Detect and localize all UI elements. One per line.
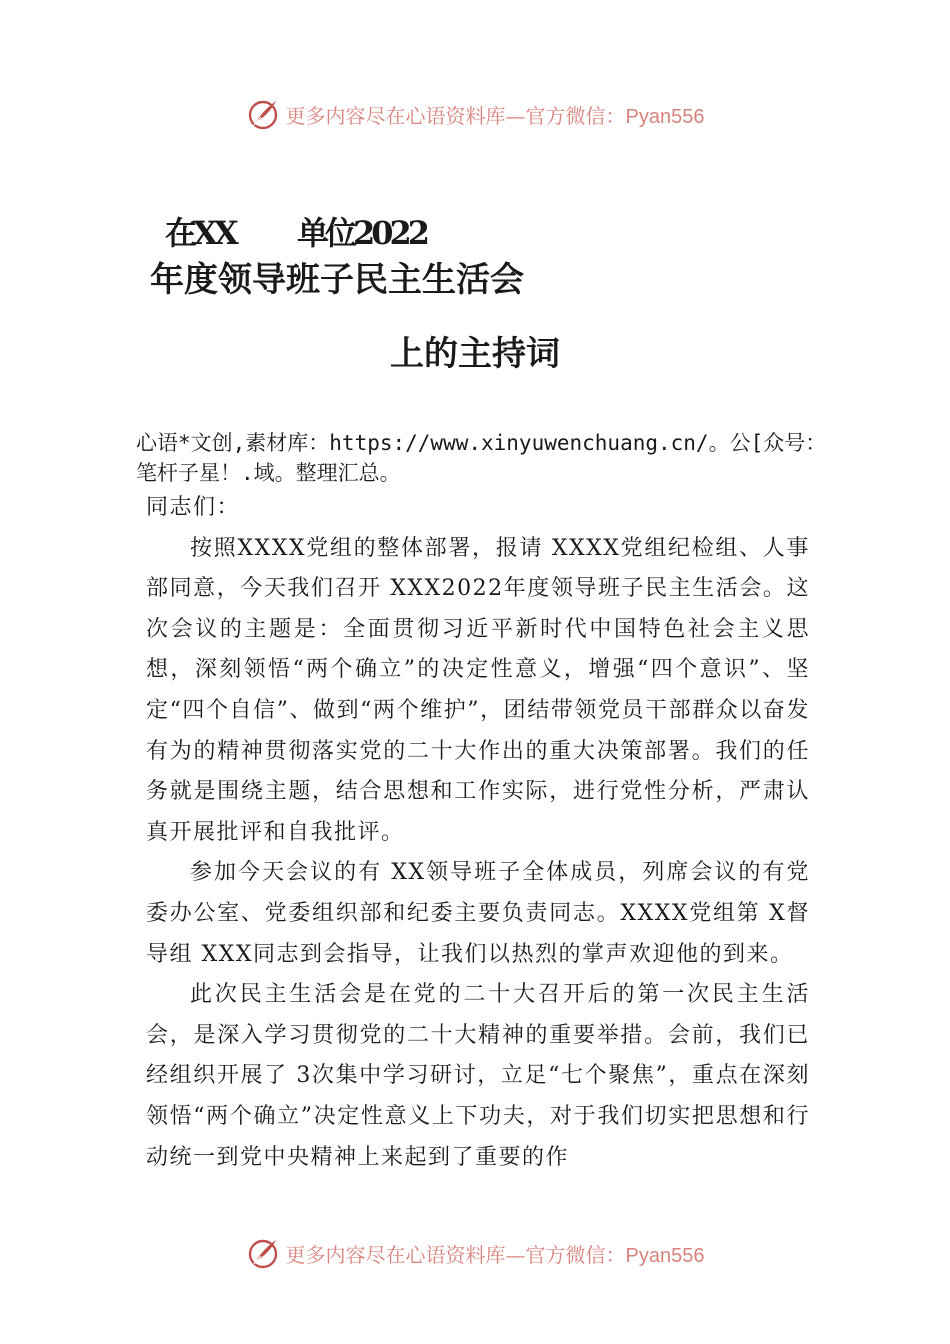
footer-banner <box>0 1233 950 1273</box>
banner-text: 更多内容尽在心语资料库—官方微信：Pyan556 <box>285 1242 705 1267</box>
banner-text: 更多内容尽在心语资料库—官方微信：Pyan556 <box>285 103 705 128</box>
paragraph: 此次民主生活会是在党的二十大召开后的第一次民主生活会，是深入学习贯彻党的二十大精神的重要举措。会前，我们已经组织开展了 3次集中学习研讨，立足“七个聚焦”，重点在深刻领悟“两个确立”决定性意义上下功夫，对于我们切实把思想和行动统一到党中央精神上来起到了重要的作 <box>146 982 810 1170</box>
banner-content <box>246 1236 705 1270</box>
paragraph: 参加今天会议的有 XX领导班子全体成员，列席会议的有党委办公室、党委组织部和纪委主要负责同志。XXXX党组第 X督导组 XXX同志到会指导，让我们以热烈的掌声欢迎他的到来。 <box>146 860 810 967</box>
title-sub: 上的主持词 <box>390 334 560 374</box>
header-banner <box>0 94 950 134</box>
title-line-1 <box>165 208 665 252</box>
banner-wechat-id: Pyan556 <box>625 105 705 128</box>
title-unit-year: 单位2022 <box>297 214 427 252</box>
document-body <box>146 488 810 1178</box>
source-line: 心语*文创,素材库：https://www.xinyuwenchuang.cn/。公[众号：笔杆子星！.域。整理汇总。 <box>136 431 827 485</box>
banner-wechat-id: Pyan556 <box>625 1244 705 1267</box>
salutation: 同志们： <box>146 495 241 520</box>
quill-pen-circle-logo-icon <box>246 97 280 131</box>
title-org: 在XX <box>165 214 235 252</box>
paragraph: 按照XXXX党组的整体部署，报请 XXXX党组纪检组、人事部同意，今天我们召开 XXX2022年度领导班子民主生活会。这次会议的主题是：全面贯彻习近平新时代中国特色社会主义思想，深刻领悟“两个确立”的决定性意义，增强“四个意识”、坚定“四个自信”、做到“两个维护”，团结带领党员干部群众以奋发有为的精神贯彻落实党的二十大作出的重大决策部署。我们的任务就是围绕主题，结合思想和工作实际，进行党性分析，严肃认真开展批评和自我批评。 <box>146 535 810 845</box>
quill-pen-circle-logo-icon <box>246 1236 280 1270</box>
banner-content <box>246 97 705 131</box>
title-main: 年度领导班子民主生活会 <box>150 260 524 300</box>
